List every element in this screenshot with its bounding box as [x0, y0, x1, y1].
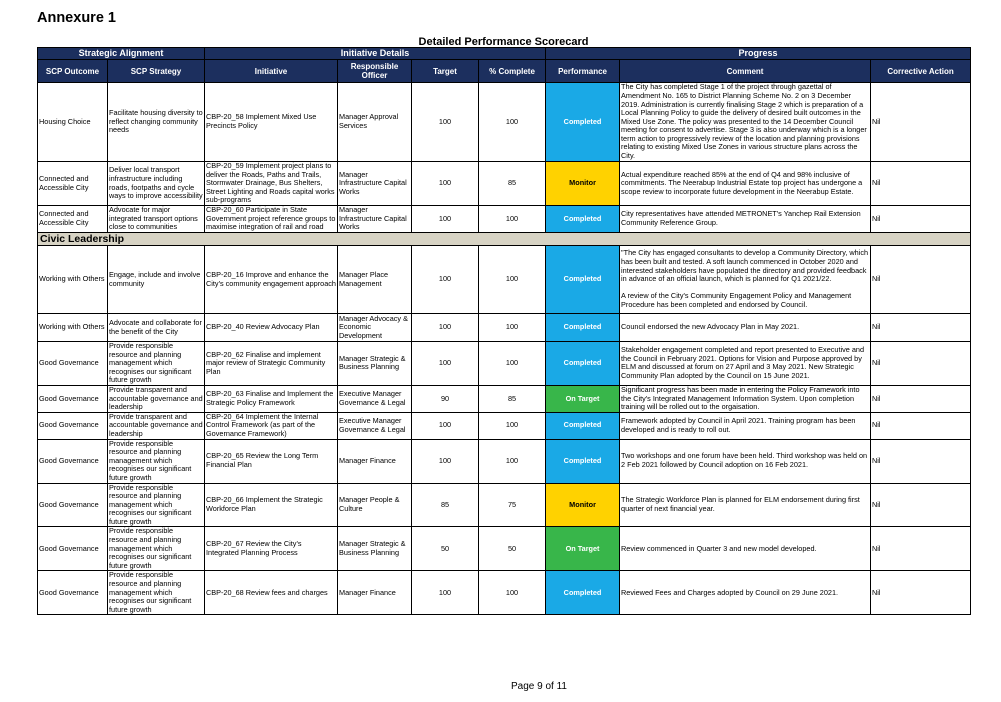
performance-badge: Monitor: [546, 162, 620, 206]
cell-comment: Framework adopted by Council in April 2021. Training program has been developed and is ready to roll out.: [620, 412, 871, 439]
cell-target: 100: [412, 342, 479, 386]
table-row: [38, 246, 971, 314]
cell-outcome: Good Governance: [38, 385, 108, 412]
table-row: [38, 162, 971, 206]
cell-comment: Council endorsed the new Advocacy Plan in May 2021.: [620, 314, 871, 342]
cell-officer: Manager Strategic & Business Planning: [338, 342, 412, 386]
cell-initiative: CBP-20_58 Implement Mixed Use Precincts Policy: [205, 83, 338, 162]
table-row: [38, 342, 971, 386]
group-header-row: [38, 48, 971, 60]
cell-strategy: Engage, include and involve community: [108, 246, 205, 314]
cell-initiative: CBP-20_60 Participate in State Government project reference groups to maximise integration of rail and road: [205, 206, 338, 233]
cell-target: 100: [412, 439, 479, 483]
cell-outcome: Good Governance: [38, 439, 108, 483]
cell-corrective: Nil: [871, 412, 971, 439]
cell-initiative: CBP-20_62 Finalise and implement major review of Strategic Community Plan: [205, 342, 338, 386]
table-row: [38, 385, 971, 412]
cell-initiative: CBP-20_67 Review the City's Integrated Planning Process: [205, 527, 338, 571]
cell-strategy: Advocate for major integrated transport options close to communities: [108, 206, 205, 233]
cell-corrective: Nil: [871, 527, 971, 571]
cell-complete: 100: [479, 206, 546, 233]
cell-corrective: Nil: [871, 314, 971, 342]
cell-initiative: CBP-20_64 Implement the Internal Control Framework (as part of the Governance Framework): [205, 412, 338, 439]
cell-corrective: Nil: [871, 571, 971, 615]
cell-initiative: CBP-20_16 Improve and enhance the City's community engagement approach: [205, 246, 338, 314]
cell-complete: 100: [479, 342, 546, 386]
cell-target: 85: [412, 483, 479, 527]
cell-complete: 75: [479, 483, 546, 527]
cell-comment: Stakeholder engagement completed and report presented to Executive and the Council in February 2021. Options for Vision and Purpose approved by ELM and discussed at forum on 27 April and 3 May 2021. New Strategic Community Plan adopted by the Council on 15 June 2021.: [620, 342, 871, 386]
cell-comment: [620, 246, 871, 314]
cell-complete: 100: [479, 314, 546, 342]
cell-complete: 100: [479, 571, 546, 615]
col-comment: Comment: [620, 60, 871, 83]
cell-comment: Actual expenditure reached 85% at the end of Q4 and 98% inclusive of commitments. The Neerabup Industrial Estate top project has undergone a scope review to incorporate future development in the Neerabup Estate.: [620, 162, 871, 206]
cell-outcome: Housing Choice: [38, 83, 108, 162]
performance-badge: Completed: [546, 206, 620, 233]
cell-initiative: CBP-20_68 Review fees and charges: [205, 571, 338, 615]
cell-corrective: Nil: [871, 162, 971, 206]
cell-target: 100: [412, 246, 479, 314]
performance-badge: Completed: [546, 314, 620, 342]
section-row-civic-leadership: [38, 233, 971, 246]
cell-initiative: CBP-20_63 Finalise and Implement the Strategic Policy Framework: [205, 385, 338, 412]
cell-officer: Manager Strategic & Business Planning: [338, 527, 412, 571]
col-scp-outcome: SCP Outcome: [38, 60, 108, 83]
cell-comment: Review commenced in Quarter 3 and new model developed.: [620, 527, 871, 571]
cell-strategy: Facilitate housing diversity to reflect changing community needs: [108, 83, 205, 162]
cell-complete: 100: [479, 439, 546, 483]
cell-target: 100: [412, 206, 479, 233]
cell-initiative: CBP-20_40 Review Advocacy Plan: [205, 314, 338, 342]
cell-outcome: Connected and Accessible City: [38, 206, 108, 233]
cell-target: 100: [412, 83, 479, 162]
performance-badge: Completed: [546, 571, 620, 615]
cell-initiative: CBP-20_65 Review the Long Term Financial Plan: [205, 439, 338, 483]
cell-strategy: Provide responsible resource and planning management which recognises our significant future growth: [108, 571, 205, 615]
cell-comment: Reviewed Fees and Charges adopted by Council on 29 June 2021.: [620, 571, 871, 615]
cell-complete: 85: [479, 162, 546, 206]
page-number: Page 9 of 11: [511, 681, 567, 692]
cell-complete: 50: [479, 527, 546, 571]
cell-comment: The City has completed Stage 1 of the project through gazettal of Amendment No. 165 to District Planning Scheme No. 2 on 3 December 2019. Administration is currently finalising Stage 2 which is preparation of a Local Planning Policy to guide the delivery of desired built outcomes in the Mixed Use Zone. The policy was presented to the 14 December Council meeting for consent to advertise. Stage 3 is also underway which is a longer term action to progressively review of the location and planning provisions relating to existing Mixed Use Zones in various structure plans across the City.: [620, 83, 871, 162]
cell-comment: City representatives have attended METRONET's Yanchep Rail Extension Community Reference Group.: [620, 206, 871, 233]
cell-comment: The Strategic Workforce Plan is planned for ELM endorsement during first quarter of next financial year.: [620, 483, 871, 527]
cell-target: 100: [412, 162, 479, 206]
performance-badge: Completed: [546, 439, 620, 483]
cell-officer: Manager Finance: [338, 439, 412, 483]
cell-outcome: Good Governance: [38, 342, 108, 386]
cell-officer: Manager Advocacy & Economic Development: [338, 314, 412, 342]
cell-outcome: Good Governance: [38, 527, 108, 571]
performance-badge: Monitor: [546, 483, 620, 527]
cell-complete: 100: [479, 83, 546, 162]
cell-outcome: Good Governance: [38, 571, 108, 615]
table-row: [38, 412, 971, 439]
cell-officer: Executive Manager Governance & Legal: [338, 412, 412, 439]
cell-corrective: Nil: [871, 439, 971, 483]
cell-target: 50: [412, 527, 479, 571]
group-strategic-alignment: Strategic Alignment: [38, 48, 205, 60]
section-title: Civic Leadership: [38, 233, 971, 246]
cell-strategy: Provide transparent and accountable governance and leadership: [109, 412, 203, 438]
cell-outcome: Good Governance: [38, 483, 108, 527]
cell-corrective: Nil: [871, 206, 971, 233]
annexure-title: Annexure 1: [37, 10, 116, 26]
cell-strategy: Advocate and collaborate for the benefit of the City: [108, 314, 205, 342]
performance-scorecard-table: [37, 47, 971, 615]
cell-comment: Significant progress has been made in entering the Policy Framework into the City's Integrated Management Information System. Upon completion training will be rolled out to the orgaisation.: [620, 385, 871, 412]
cell-strategy: Provide responsible resource and planning management which recognises our significant future growth: [108, 527, 205, 571]
cell-outcome: Connected and Accessible City: [38, 162, 108, 206]
col-scp-strategy: SCP Strategy: [108, 60, 205, 83]
cell-officer: Manager Place Management: [338, 246, 412, 314]
cell-target: 100: [412, 571, 479, 615]
cell-corrective: Nil: [871, 385, 971, 412]
cell-initiative: CBP-20_66 Implement the Strategic Workforce Plan: [205, 483, 338, 527]
cell-target: 100: [412, 412, 479, 439]
cell-complete: 100: [479, 246, 546, 314]
performance-badge: On Target: [546, 385, 620, 412]
table-row: [38, 483, 971, 527]
cell-comment: Two workshops and one forum have been held. Third workshop was held on 2 Feb 2021 followed by Council adoption on 16 Feb 2021.: [620, 439, 871, 483]
cell-officer: Manager Finance: [338, 571, 412, 615]
performance-badge: Completed: [546, 246, 620, 314]
cell-corrective: Nil: [871, 342, 971, 386]
table-row: [38, 571, 971, 615]
cell-officer: Executive Manager Governance & Legal: [338, 385, 412, 412]
table-row: [38, 439, 971, 483]
col-corrective-action: Corrective Action: [871, 60, 971, 83]
comment-paragraph: A review of the City's Community Engagement Policy and Management Procedure has been completed and endorsed by Council.: [621, 291, 852, 309]
cell-strategy: Provide responsible resource and planning management which recognises our significant future growth: [108, 483, 205, 527]
cell-strategy: Provide transparent and accountable governance and leadership: [109, 385, 203, 412]
cell-complete: 85: [479, 385, 546, 412]
cell-officer: Manager People & Culture: [338, 483, 412, 527]
cell-officer: Manager Infrastructure Capital Works: [338, 162, 412, 206]
cell-corrective: Nil: [871, 246, 971, 314]
col-pct-complete: % Complete: [479, 60, 546, 83]
column-header-row: [38, 60, 971, 83]
performance-badge: Completed: [546, 83, 620, 162]
col-initiative: Initiative: [205, 60, 338, 83]
cell-initiative: CBP-20_59 Implement project plans to deliver the Roads, Paths and Trails, Stormwater Drainage, Bus Shelters, Street Lighting and Roads capital works sub-programs: [205, 162, 338, 206]
cell-complete: 100: [479, 412, 546, 439]
scorecard-title: Detailed Performance Scorecard: [418, 36, 589, 48]
cell-target: 100: [412, 314, 479, 342]
performance-badge: Completed: [546, 342, 620, 386]
col-target: Target: [412, 60, 479, 83]
table-row: [38, 527, 971, 571]
cell-outcome: Good Governance: [38, 412, 108, 439]
cell-outcome: Working with Others: [38, 314, 108, 342]
col-responsible-officer: Responsible Officer: [338, 60, 412, 83]
cell-outcome: Working with Others: [38, 246, 108, 314]
table-row: [38, 314, 971, 342]
table-row: [38, 83, 971, 162]
cell-corrective: Nil: [871, 483, 971, 527]
col-performance: Performance: [546, 60, 620, 83]
cell-officer: Manager Infrastructure Capital Works: [338, 206, 412, 233]
comment-paragraph: "The City has engaged consultants to develop a Community Directory, which has been built and tested. A soft launch commenced in October 2020 and interested stakeholders have populated the directory and provided feedback in advance of an official launch, which is planned for Q1 2021/22.: [621, 248, 869, 284]
group-progress: Progress: [546, 48, 971, 60]
cell-strategy: Provide responsible resource and planning management which recognises our significant future growth: [108, 342, 205, 386]
cell-corrective: Nil: [871, 83, 971, 162]
performance-badge: Completed: [546, 412, 620, 439]
performance-badge: On Target: [546, 527, 620, 571]
table-row: [38, 206, 971, 233]
cell-strategy: Provide responsible resource and planning management which recognises our significant future growth: [108, 439, 205, 483]
cell-target: 90: [412, 385, 479, 412]
cell-strategy: Deliver local transport infrastructure including roads, footpaths and cycle ways to improve accessibility: [108, 162, 205, 206]
cell-officer: Manager Approval Services: [338, 83, 412, 162]
group-initiative-details: Initiative Details: [205, 48, 546, 60]
